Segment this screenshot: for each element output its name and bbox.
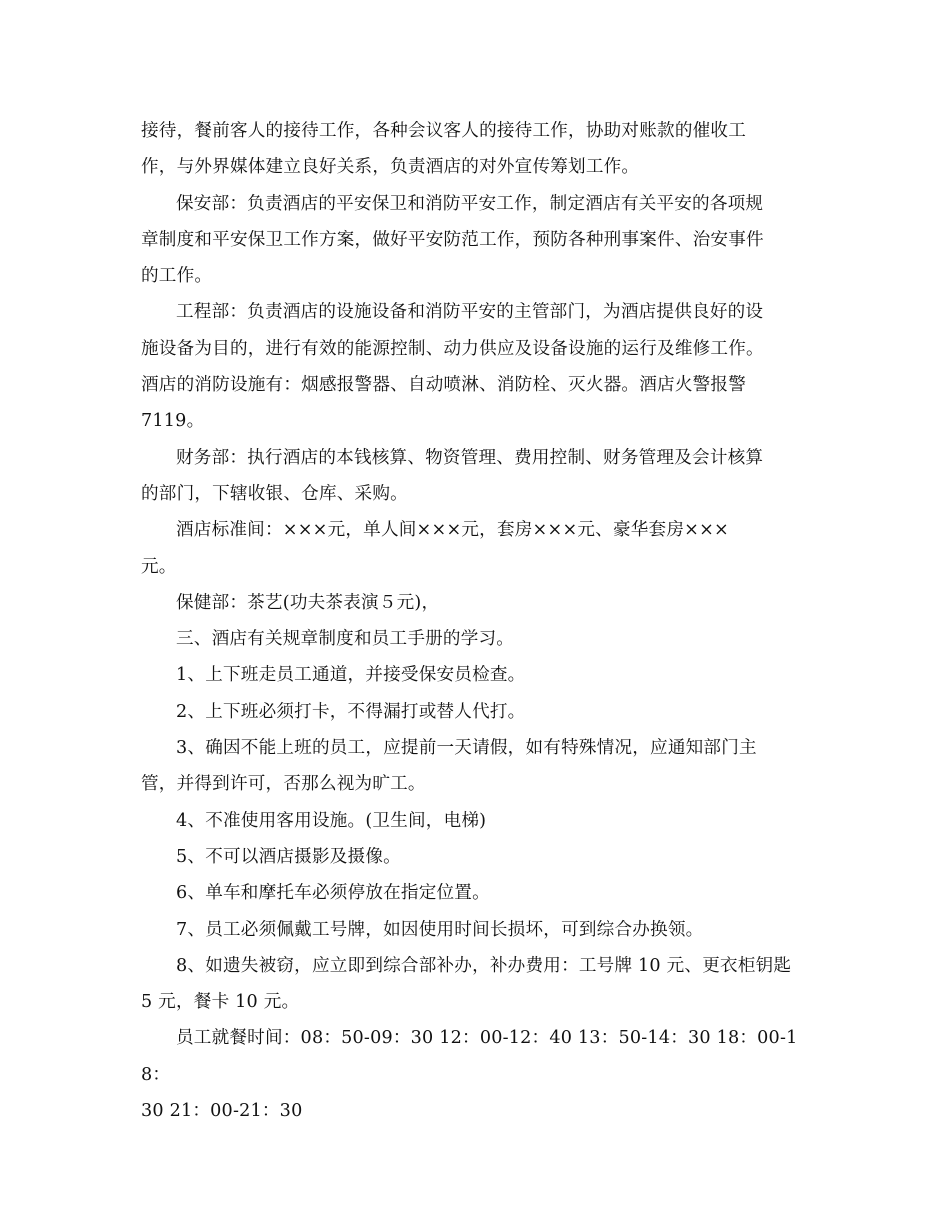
text-line: 章制度和平安保卫工作方案，做好平安防范工作，预防各种刑事案件、治安事件	[141, 229, 764, 250]
paragraph	[141, 512, 811, 585]
text-line: 30 21：00-21：30	[141, 1101, 303, 1122]
paragraph	[141, 730, 811, 803]
text-line: 三、酒店有关规章制度和员工手册的学习。	[176, 629, 515, 650]
paragraph	[141, 912, 811, 948]
paragraph	[141, 839, 811, 875]
text-line: 酒店的消防设施有：烟感报警器、自动喷淋、消防栓、灭火器。酒店火警报警	[141, 375, 746, 396]
text-line: 7、员工必须佩戴工号牌，如因使用时间长损坏，可到综合办换领。	[176, 919, 704, 940]
paragraph	[141, 657, 811, 693]
text-line: 6、单车和摩托车必须停放在指定位置。	[176, 883, 490, 904]
paragraph	[141, 294, 811, 439]
text-line: 员工就餐时间：08：50-09：30 12：00-12：40 13：50-14：30 18：00-18：	[141, 1028, 798, 1085]
paragraph	[141, 948, 811, 1021]
text-line: 元。	[141, 556, 177, 577]
paragraph	[141, 621, 811, 657]
text-line: 的部门，下辖收银、仓库、采购。	[141, 483, 408, 504]
text-line: 保健部：茶艺(功夫茶表演５元)，	[176, 592, 440, 613]
paragraph	[141, 1020, 811, 1129]
paragraph	[141, 875, 811, 911]
text-line: 7119。	[141, 411, 205, 432]
text-line: 接待，餐前客人的接待工作，各种会议客人的接待工作，协助对账款的催收工	[141, 121, 746, 141]
text-line: 3、确因不能上班的员工，应提前一天请假，如有特殊情况，应通知部门主	[176, 738, 757, 759]
document-body	[141, 113, 811, 1129]
paragraph	[141, 694, 811, 730]
text-line: 管，并得到许可，否那么视为旷工。	[141, 774, 426, 795]
text-line: 财务部：执行酒店的本钱核算、物资管理、费用控制、财务管理及会计核算	[176, 447, 764, 468]
text-line: 1、上下班走员工通道，并接受保安员检查。	[176, 665, 526, 686]
paragraph	[141, 585, 811, 621]
text-line: 5、不可以酒店摄影及摄像。	[176, 846, 401, 867]
text-line: 酒店标准间：×××元，单人间×××元，套房×××元、豪华套房×××	[176, 520, 729, 541]
text-line: 作，与外界媒体建立良好关系，负责酒店的对外宣传筹划工作。	[141, 157, 640, 178]
text-line: 8、如遗失被窃，应立即到综合部补办，补办费用：工号牌 10 元、更衣柜钥匙	[176, 955, 792, 976]
paragraph	[141, 440, 811, 513]
text-line: 4、不准使用客用设施。(卫生间，电梯)	[176, 810, 487, 831]
paragraph	[141, 113, 811, 186]
text-line: 工程部：负责酒店的设施设备和消防平安的主管部门，为酒店提供良好的设	[176, 302, 764, 323]
text-line: 保安部：负责酒店的平安保卫和消防平安工作，制定酒店有关平安的各项规	[176, 193, 764, 214]
paragraph	[141, 803, 811, 839]
text-line: 的工作。	[141, 266, 213, 287]
text-line: 5 元，餐卡 10 元。	[141, 992, 300, 1013]
text-line: 2、上下班必须打卡，不得漏打或替人代打。	[176, 701, 526, 722]
paragraph	[141, 186, 811, 295]
text-line: 施设备为目的，进行有效的能源控制、动力供应及设备设施的运行及维修工作。	[141, 338, 764, 359]
